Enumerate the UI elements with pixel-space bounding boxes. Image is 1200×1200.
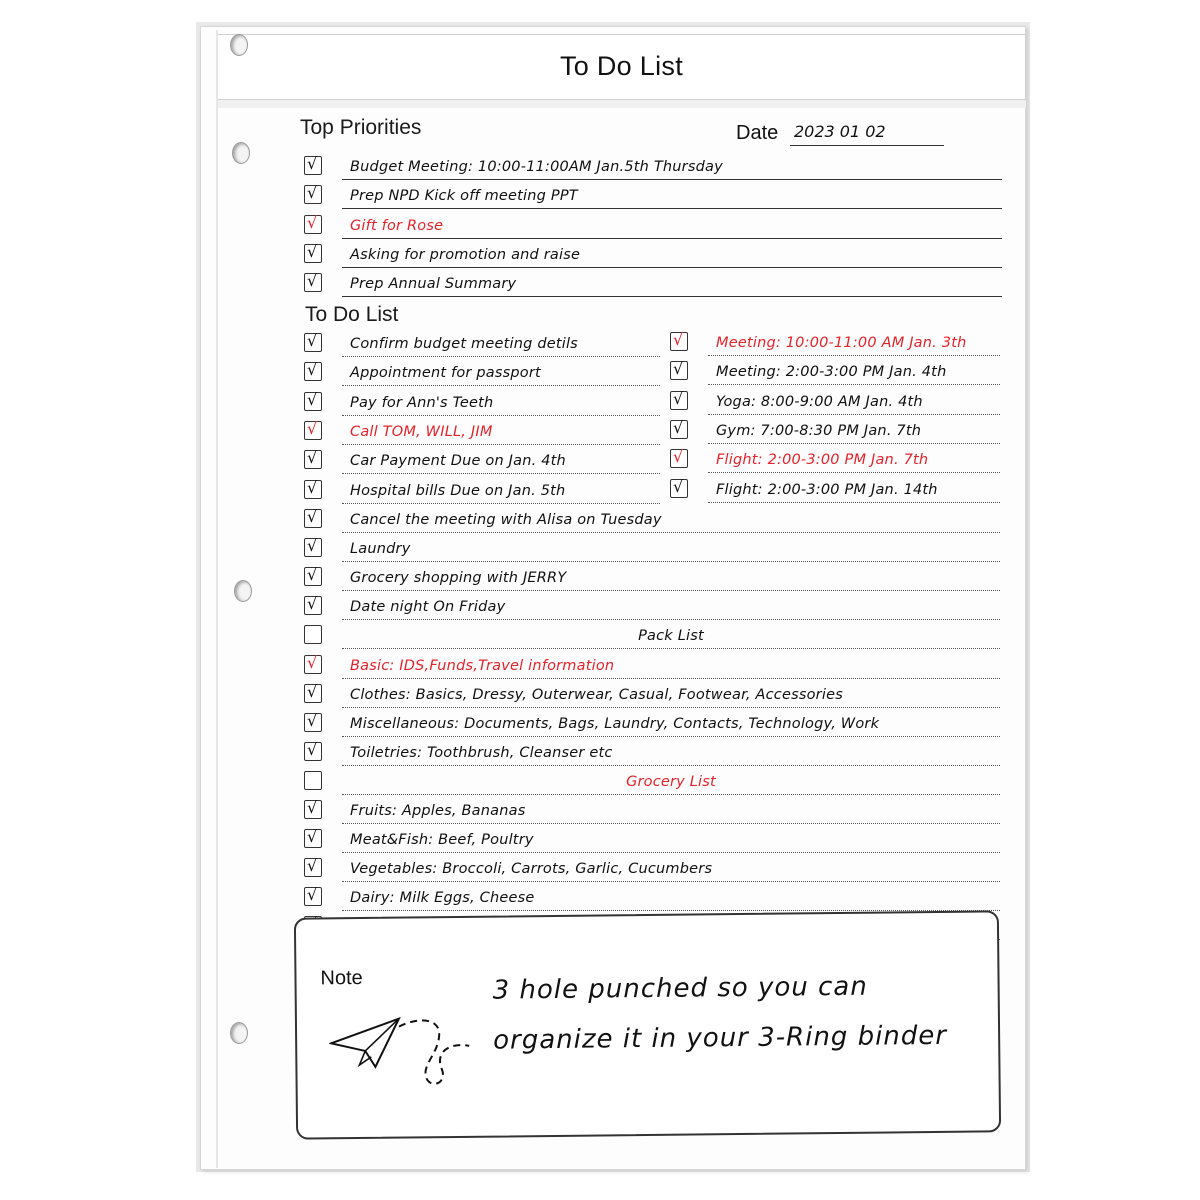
item-text: Grocery List bbox=[626, 773, 716, 790]
checkbox-icon[interactable] bbox=[304, 477, 322, 499]
item-text: Confirm budget meeting detils bbox=[350, 336, 578, 352]
item-text: Budget Meeting: 10:00-11:00AM Jan.5th Thursday bbox=[350, 159, 723, 175]
check-mark-icon: √ bbox=[307, 798, 318, 817]
item-text: Grocery shopping with JERRY bbox=[350, 570, 567, 587]
writing-line bbox=[708, 422, 1000, 444]
checklist-row bbox=[670, 332, 1000, 358]
writing-line bbox=[342, 217, 1002, 239]
checklist-row bbox=[304, 858, 1000, 884]
writing-line bbox=[708, 334, 1000, 356]
item-text: Prep Annual Summary bbox=[350, 276, 517, 293]
checklist-row bbox=[304, 450, 660, 476]
paper-plane-icon bbox=[329, 1006, 480, 1098]
checkbox-icon[interactable] bbox=[670, 417, 688, 439]
checklist-row bbox=[670, 417, 1000, 446]
item-text: Laundry bbox=[350, 541, 411, 558]
writing-line bbox=[342, 364, 660, 386]
writing-line bbox=[342, 158, 1002, 180]
checklist-row bbox=[670, 449, 1000, 475]
checklist-row bbox=[304, 362, 660, 388]
writing-line bbox=[342, 394, 660, 416]
item-text: Miscellaneous: Documents, Bags, Laundry, Contacts, Technology, Work bbox=[350, 715, 880, 732]
checkbox-icon[interactable] bbox=[304, 771, 322, 790]
binder-hole-2 bbox=[234, 580, 252, 602]
item-text: Appointment for passport bbox=[350, 365, 541, 382]
check-mark-icon: √ bbox=[307, 271, 318, 291]
item-text: Call TOM, WILL, JIM bbox=[350, 423, 493, 440]
check-mark-icon: √ bbox=[307, 827, 318, 847]
note-text-line-1: 3 hole punched so you can bbox=[492, 971, 868, 1006]
checklist-row bbox=[304, 800, 1000, 826]
checkbox-icon[interactable] bbox=[304, 212, 322, 234]
check-mark-icon: √ bbox=[307, 389, 318, 409]
checklist-row bbox=[304, 829, 1000, 855]
check-mark-icon: √ bbox=[307, 360, 318, 380]
item-text: Fruits: Apples, Bananas bbox=[350, 803, 526, 819]
checklist-row bbox=[304, 887, 1000, 913]
checklist-row bbox=[304, 212, 1002, 241]
header-strip bbox=[218, 100, 1026, 108]
writing-line bbox=[342, 889, 1000, 911]
checkbox-icon[interactable] bbox=[304, 185, 322, 204]
checklist-row bbox=[304, 681, 1000, 710]
writing-line bbox=[342, 686, 1000, 708]
checklist-row bbox=[670, 388, 1000, 417]
binding-margin bbox=[216, 30, 218, 1168]
checkbox-icon[interactable] bbox=[304, 389, 322, 411]
writing-line bbox=[708, 363, 1000, 385]
date-field[interactable]: 2023 01 02 bbox=[790, 122, 944, 146]
writing-line bbox=[708, 481, 1000, 503]
writing-line bbox=[342, 744, 1000, 766]
date-label: Date bbox=[736, 122, 779, 144]
page-header bbox=[218, 34, 1026, 100]
todo-heading: To Do List bbox=[305, 303, 399, 326]
check-mark-icon: √ bbox=[673, 417, 684, 437]
item-text: Gym: 7:00-8:30 PM Jan. 7th bbox=[716, 422, 922, 439]
writing-line bbox=[342, 773, 1000, 795]
checkbox-icon[interactable] bbox=[304, 829, 322, 848]
checkbox-icon[interactable] bbox=[304, 887, 322, 906]
item-text: Basic: IDS,Funds,Travel information bbox=[350, 657, 615, 674]
checklist-row bbox=[670, 361, 1000, 387]
top-priorities-heading: Top Priorities bbox=[300, 116, 422, 139]
checklist-row bbox=[304, 418, 660, 447]
check-mark-icon: √ bbox=[307, 652, 318, 672]
checkbox-icon[interactable] bbox=[304, 418, 322, 440]
writing-line bbox=[342, 569, 1000, 591]
checkbox-icon[interactable] bbox=[304, 625, 322, 644]
check-mark-icon: √ bbox=[307, 507, 318, 526]
writing-line bbox=[342, 540, 1000, 562]
item-text: Hospital bills Due on Jan. 5th bbox=[350, 482, 566, 499]
checklist-row bbox=[304, 710, 1000, 739]
item-text: Vegetables: Broccoli, Carrots, Garlic, Cucumbers bbox=[350, 861, 713, 878]
check-mark-icon: √ bbox=[307, 212, 318, 232]
checklist-row bbox=[304, 333, 660, 359]
writing-line bbox=[342, 831, 1000, 853]
checklist-row bbox=[304, 241, 1002, 270]
checkbox-icon[interactable] bbox=[304, 333, 322, 352]
check-mark-icon: √ bbox=[307, 477, 318, 497]
writing-line bbox=[342, 860, 1000, 882]
binder-hole-top bbox=[230, 34, 248, 56]
writing-line bbox=[342, 452, 660, 474]
checkbox-icon[interactable] bbox=[304, 450, 322, 469]
checkbox-icon[interactable] bbox=[304, 156, 322, 175]
check-mark-icon: √ bbox=[307, 565, 318, 585]
checklist-row bbox=[304, 156, 1002, 182]
item-text: Flight: 2:00-3:00 PM Jan. 7th bbox=[716, 452, 929, 469]
checkbox-icon[interactable] bbox=[304, 567, 322, 586]
checklist-row bbox=[304, 273, 1002, 299]
writing-line bbox=[342, 657, 1000, 679]
check-mark-icon: √ bbox=[307, 241, 318, 261]
writing-line bbox=[342, 335, 660, 357]
checklist-row bbox=[304, 652, 1000, 681]
item-text: Flight: 2:00-3:00 PM Jan. 14th bbox=[716, 481, 938, 498]
item-text: Gift for Rose bbox=[350, 217, 444, 234]
checklist-row bbox=[304, 739, 1000, 768]
checklist-row bbox=[304, 185, 1002, 211]
item-text: Car Payment Due on Jan. 4th bbox=[350, 453, 566, 470]
check-mark-icon: √ bbox=[307, 681, 318, 701]
check-mark-icon: √ bbox=[307, 594, 318, 614]
writing-line bbox=[342, 511, 1000, 533]
checkbox-icon[interactable] bbox=[670, 361, 688, 380]
item-text: Clothes: Basics, Dressy, Outerwear, Casual, Footwear, Accessories bbox=[350, 686, 843, 703]
check-mark-icon: √ bbox=[307, 885, 318, 905]
checkbox-icon[interactable] bbox=[670, 449, 688, 468]
item-text: Meeting: 2:00-3:00 PM Jan. 4th bbox=[716, 364, 947, 381]
checkbox-icon[interactable] bbox=[670, 388, 688, 410]
checklist-row bbox=[304, 509, 1000, 535]
check-mark-icon: √ bbox=[673, 476, 684, 496]
check-mark-icon: √ bbox=[673, 330, 684, 349]
writing-line bbox=[342, 246, 1002, 268]
note-label: Note bbox=[320, 966, 363, 990]
item-text: Asking for promotion and raise bbox=[350, 246, 581, 263]
checkbox-icon[interactable] bbox=[304, 652, 322, 674]
writing-line bbox=[342, 627, 1000, 649]
writing-line bbox=[708, 451, 1000, 473]
note-box bbox=[294, 910, 1001, 1139]
checkbox-icon[interactable] bbox=[304, 858, 322, 877]
note-text-line-2: organize it in your 3-Ring binder bbox=[492, 1020, 948, 1056]
check-mark-icon: √ bbox=[673, 447, 684, 467]
checkbox-icon[interactable] bbox=[304, 538, 322, 557]
checkbox-icon[interactable] bbox=[670, 476, 688, 498]
checkbox-icon[interactable] bbox=[304, 362, 322, 381]
binder-hole-3 bbox=[230, 1022, 248, 1044]
page-title: To Do List bbox=[559, 51, 684, 81]
checklist-row bbox=[304, 596, 1000, 622]
item-text: Meat&Fish: Beef, Poultry bbox=[350, 832, 534, 849]
check-mark-icon: √ bbox=[307, 710, 318, 730]
checkbox-icon[interactable] bbox=[670, 332, 688, 351]
check-mark-icon: √ bbox=[307, 183, 318, 203]
item-text: Pack List bbox=[638, 628, 704, 645]
checklist-row bbox=[304, 389, 660, 418]
item-text: Pay for Ann's Teeth bbox=[350, 394, 494, 411]
checkbox-icon[interactable] bbox=[304, 739, 322, 761]
checklist-row bbox=[304, 771, 1000, 797]
checkbox-icon[interactable] bbox=[304, 800, 322, 819]
check-mark-icon: √ bbox=[307, 536, 318, 556]
item-text: Cancel the meeting with Alisa on Tuesday bbox=[350, 512, 662, 528]
check-mark-icon: √ bbox=[307, 739, 318, 759]
binder-hole-1 bbox=[232, 142, 250, 164]
item-text: Toiletries: Toothbrush, Cleanser etc bbox=[350, 744, 613, 761]
checklist-row bbox=[670, 476, 1000, 505]
writing-line bbox=[342, 482, 660, 504]
item-text: Date night On Friday bbox=[350, 599, 506, 616]
check-mark-icon: √ bbox=[673, 359, 684, 379]
checkbox-icon[interactable] bbox=[304, 273, 322, 292]
checkbox-icon[interactable] bbox=[304, 596, 322, 615]
check-mark-icon: √ bbox=[307, 856, 318, 876]
checkbox-icon[interactable] bbox=[304, 681, 322, 703]
writing-line bbox=[708, 393, 1000, 415]
writing-line bbox=[342, 423, 660, 445]
writing-line bbox=[342, 275, 1002, 297]
item-text: Dairy: Milk Eggs, Cheese bbox=[350, 890, 535, 907]
checkbox-icon[interactable] bbox=[304, 509, 322, 528]
checklist-row bbox=[304, 538, 1000, 564]
writing-line bbox=[342, 598, 1000, 620]
checklist-row bbox=[304, 625, 1000, 651]
item-text: Prep NPD Kick off meeting PPT bbox=[350, 188, 578, 205]
check-mark-icon: √ bbox=[307, 331, 318, 350]
writing-line bbox=[342, 802, 1000, 824]
item-text: Yoga: 8:00-9:00 AM Jan. 4th bbox=[716, 393, 923, 410]
check-mark-icon: √ bbox=[307, 448, 318, 468]
checklist-row bbox=[304, 567, 1000, 593]
checklist-row bbox=[304, 477, 660, 506]
checkbox-icon[interactable] bbox=[304, 241, 322, 263]
check-mark-icon: √ bbox=[307, 154, 318, 173]
checkbox-icon[interactable] bbox=[304, 710, 322, 732]
writing-line bbox=[342, 715, 1000, 737]
check-mark-icon: √ bbox=[673, 388, 684, 408]
check-mark-icon: √ bbox=[307, 418, 318, 438]
item-text: Meeting: 10:00-11:00 AM Jan. 3th bbox=[716, 335, 967, 351]
writing-line bbox=[342, 187, 1002, 209]
